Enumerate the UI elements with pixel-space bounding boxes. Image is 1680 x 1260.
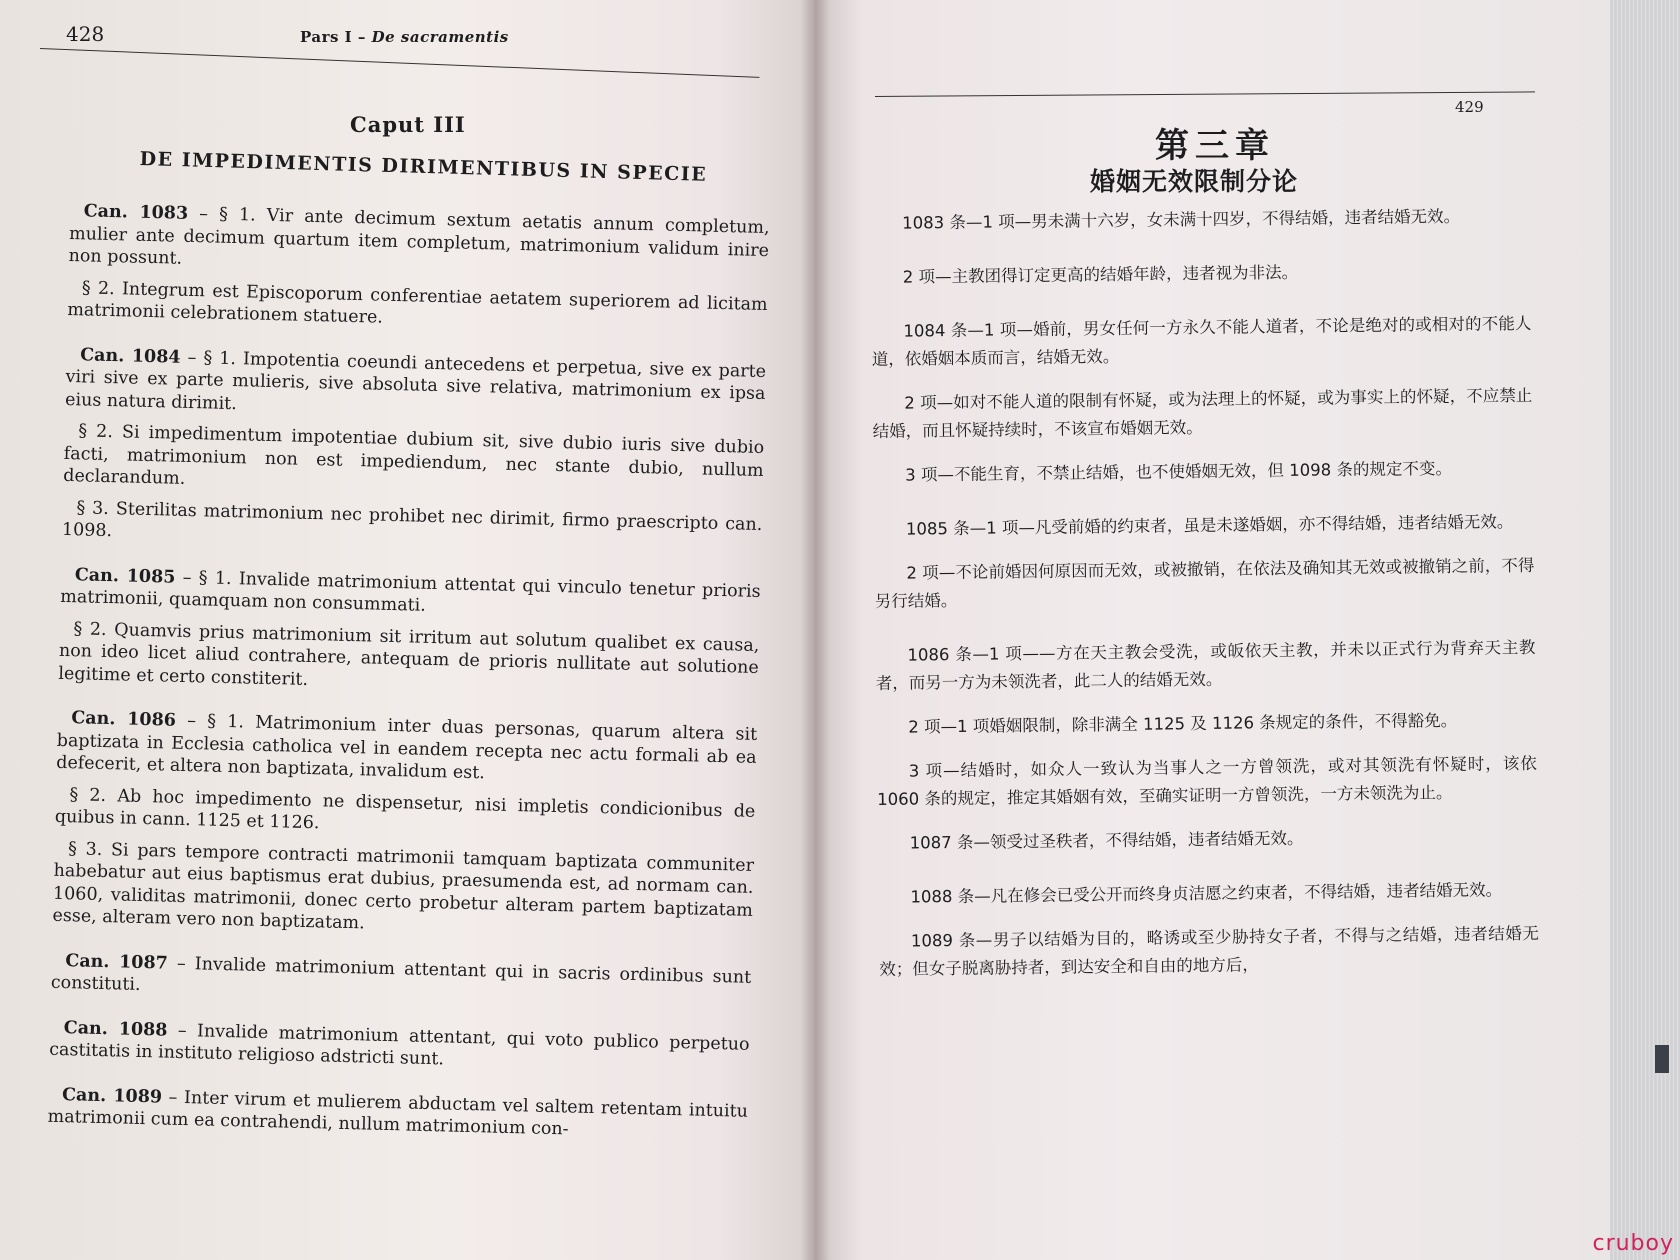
running-head — [300, 28, 509, 46]
latin-paragraph — [55, 783, 756, 845]
caput-heading: Caput III — [350, 112, 466, 137]
chinese-paragraph: 1089 条—男子以结婚为目的，略诱或至少胁持女子者，不得与之结婚，违者结婚无效；但女子脱离胁持者，到达安全和自由的地方后， — [879, 923, 1540, 979]
page-number-right: 429 — [1455, 98, 1484, 116]
paragraph-text: § 2. Integrum est Episcoporum conferentiae aetatem superiorem ad licitam matrimonii celebrationem statuere. — [67, 277, 768, 328]
paragraph-text: § 3. Si pars tempore contracti matrimonii tamquam baptizata communiter habebatur aut eius baptismus erat dubius, praesumenda est, ad normam can. 1060, validitas matrimonii, donec certo probetur alteram partem baptizatam esse, alteram vero non baptizatam. — [52, 838, 755, 934]
latin-paragraph — [47, 1083, 748, 1145]
canon-number: Can. 1084 — [79, 344, 181, 368]
page-number-left: 428 — [66, 22, 105, 46]
running-head-title: De sacramentis — [371, 28, 509, 46]
paragraph-text: – Inter virum et mulierem abductam vel saltem retentam intuitu matrimonii cum ea contrahendi, nullum matrimonium con- — [47, 1087, 749, 1140]
running-head-dash: – — [352, 28, 372, 46]
paragraph-text: – § 1. Matrimonium inter duas personas, quarum altera sit baptizata in Ecclesia catholica vel in eandem recepta nec actu formali ab ea defecerit, et altera non baptizata, invalidum est. — [56, 710, 758, 784]
paragraph-text: § 3. Sterilitas matrimonium nec prohibet nec dirimit, firmo praescripto can. 1098. — [61, 497, 763, 542]
paragraph-text: – Invalide matrimonium attentant qui in sacris ordinibus sunt constituti. — [50, 953, 752, 995]
canon-number: Can. 1087 — [65, 950, 169, 974]
header-rule-right — [875, 91, 1535, 97]
left-page — [0, 0, 815, 1260]
paragraph-text: – Invalide matrimonium attentant, qui voto publico perpetuo castitatis in instituto religioso adstricti sunt. — [48, 1020, 750, 1070]
chinese-paragraph: 2 项—如对不能人道的限制有怀疑，或为法理上的怀疑，或为事实上的怀疑，不应禁止结婚，而且怀疑持续时，不该宣布婚姻无效。 — [872, 385, 1533, 441]
latin-paragraph — [62, 496, 763, 558]
chinese-paragraph: 2 项—主教团得订定更高的结婚年龄，违者视为非法。 — [902, 262, 1299, 287]
chinese-paragraph: 1086 条—1 项——方在天主教会受洗，或皈依天主教，并未以正式行为背弃天主教者，而另一方为未领洗者，此二人的结婚无效。 — [875, 637, 1536, 693]
latin-paragraph — [63, 420, 764, 505]
caput-subtitle: DE IMPEDIMENTIS DIRIMENTIBUS IN SPECIE — [139, 148, 708, 186]
latin-paragraph — [56, 707, 757, 792]
chinese-paragraph: 1088 条—凡在修会已受公开而终身贞洁愿之约束者，不得结婚，违者结婚无效。 — [910, 880, 1503, 907]
edge-tab-mark — [1655, 1045, 1669, 1073]
canon-number: Can. 1088 — [63, 1017, 168, 1041]
running-head-pars: Pars I — [300, 28, 353, 46]
chinese-paragraph: 1085 条—1 项—凡受前婚的约束者，虽是未遂婚姻，亦不得结婚，违者结婚无效。 — [905, 512, 1514, 539]
chinese-text-block — [870, 202, 1540, 1000]
canon-number: Can. 1089 — [61, 1084, 163, 1108]
book-gutter-shadow — [800, 0, 830, 1260]
canon-number: Can. 1083 — [83, 201, 189, 224]
chinese-paragraph: 1084 条—1 项—婚前，男女任何一方永久不能人道者，不论是绝对的或相对的不能人道，依婚姻本质而言，结婚无效。 — [871, 313, 1532, 369]
chinese-paragraph: 2 项—1 项婚姻限制，除非满全 1125 及 1126 条规定的条件，不得豁免。 — [908, 710, 1458, 737]
latin-paragraph — [51, 949, 752, 1011]
paragraph-text: – § 1. Invalide matrimonium attentat qui vinculo tenetur prioris matrimonii, quamquam non consummati. — [60, 567, 761, 616]
chinese-paragraph: 3 项—不能生育，不禁止结婚，也不使婚姻无效，但 1098 条的规定不变。 — [905, 458, 1453, 485]
paragraph-text: § 2. Si impedimentum impotentiae dubium sit, sive dubio iuris sive dubio facti, matrimonium non est impediendum, nec stante dubio, nullum declarandum. — [63, 421, 765, 489]
latin-paragraph — [68, 200, 769, 285]
latin-paragraph — [67, 276, 768, 338]
latin-paragraph — [58, 617, 759, 702]
chinese-paragraph: 2 项—不论前婚因何原因而无效，或被撤销，在依法及确知其无效或被撤销之前，不得另行结婚。 — [874, 555, 1535, 611]
chinese-paragraph: 1083 条—1 项—男未满十六岁，女未满十四岁，不得结婚，违者结婚无效。 — [902, 206, 1461, 233]
latin-text-block — [47, 200, 770, 1154]
right-page — [815, 0, 1610, 1260]
chinese-paragraph: 1087 条—领受过圣秩者，不得结婚，违者结婚无效。 — [909, 828, 1304, 853]
paragraph-text: § 2. Ab hoc impedimento ne dispensetur, nisi impletis condicionibus de quibus in cann. 1125 et 1126. — [54, 784, 756, 834]
paragraph-text: § 2. Quamvis prius matrimonium sit irritum aut solutum qualibet ex causa, non ideo licet aliud contrahere, antequam de prioris nullitate aut solutione legitime et certo constiterit. — [58, 618, 760, 690]
page-edges — [1610, 0, 1680, 1260]
latin-paragraph — [60, 563, 761, 625]
header-rule-left — [40, 48, 759, 78]
latin-paragraph — [52, 837, 754, 944]
chapter-subtitle: 婚姻无效限制分论 — [1090, 167, 1299, 196]
chinese-paragraph: 3 项—结婚时，如众人一致认为当事人之一方曾领洗，或对其领洗有怀疑时，该依 1060 条的规定，推定其婚姻有效，至确实证明一方曾领洗，一方未领洗为止。 — [877, 753, 1537, 809]
watermark: cruboy — [1592, 1231, 1674, 1256]
canon-number: Can. 1085 — [74, 564, 176, 588]
canon-number: Can. 1086 — [71, 708, 177, 731]
chapter-heading: 第三章 — [1155, 126, 1275, 166]
paragraph-text: – § 1. Vir ante decimum sextum aetatis annum completum, mulier ante decimum quartum item completum, matrimonium validum inire non possunt. — [68, 203, 770, 269]
latin-paragraph — [65, 343, 766, 428]
latin-paragraph — [49, 1016, 750, 1078]
paragraph-text: – § 1. Impotentia coeundi antecedens et perpetua, sive ex parte viri sive ex parte mulieris, sive absoluta sive relativa, matrimonium ex ipsa eius natura dirimit. — [64, 347, 767, 414]
